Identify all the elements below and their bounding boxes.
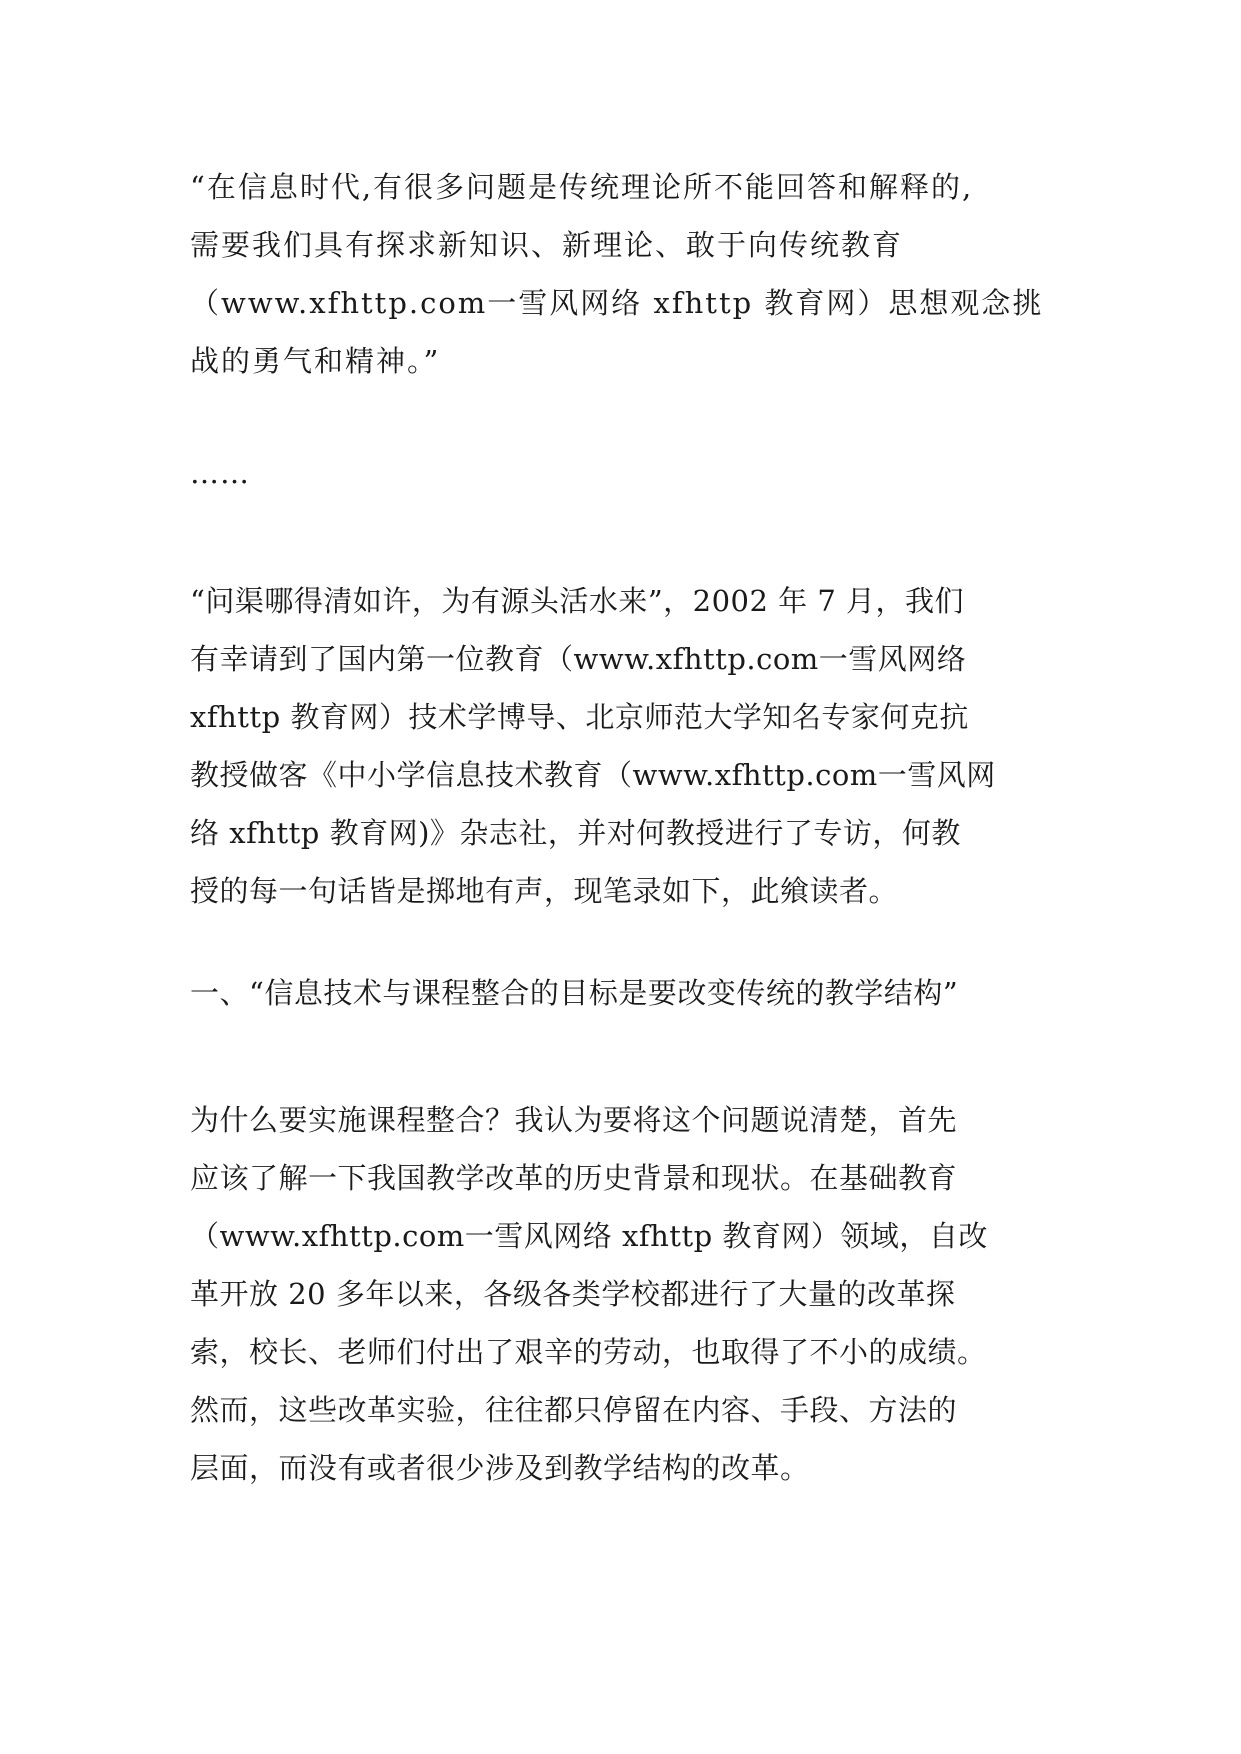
text-line: （www.xfhttp.com一雪风网络 xfhttp 教育网）思想观念挑 [190, 286, 1044, 320]
text-line: 教授做客《中小学信息技术教育（www.xfhttp.com一雪风网 [190, 758, 996, 792]
text-line: xfhttp 教育网）技术学博导、北京师范大学知名专家何克抗 [190, 700, 969, 734]
text-line: 应该了解一下我国教学改革的历史背景和现状。在基础教育 [190, 1161, 958, 1195]
ellipsis-paragraph [190, 444, 1050, 502]
text-line: （www.xfhttp.com一雪风网络 xfhttp 教育网）领域，自改 [190, 1219, 988, 1253]
quote-paragraph [190, 158, 1050, 390]
section-heading [190, 964, 1050, 1022]
body-paragraph [190, 1091, 1050, 1497]
text-line: 层面，而没有或者很少涉及到教学结构的改革。 [190, 1451, 810, 1485]
text-line: 络 xfhttp 教育网)》杂志社，并对何教授进行了专访，何教 [190, 816, 961, 850]
ellipsis: …… [190, 456, 250, 490]
heading-text: 一、“信息技术与课程整合的目标是要改变传统的教学结构” [190, 976, 959, 1010]
text-line: “在信息时代,有很多问题是传统理论所不能回答和解释的, [190, 170, 974, 204]
text-line: 战的勇气和精神。” [190, 344, 441, 378]
text-line: 需要我们具有探求新知识、新理论、敢于向传统教育 [190, 228, 904, 262]
text-line: 授的每一句话皆是掷地有声，现笔录如下，此飨读者。 [190, 874, 899, 908]
text-line: 为什么要实施课程整合？我认为要将这个问题说清楚，首先 [190, 1103, 958, 1137]
text-line: 然而，这些改革实验，往往都只停留在内容、手段、方法的 [190, 1393, 958, 1427]
text-line: “问渠哪得清如许，为有源头活水来”，2002 年 7 月，我们 [190, 584, 965, 618]
text-line: 有幸请到了国内第一位教育（www.xfhttp.com一雪风网络 [190, 642, 967, 676]
intro-paragraph [190, 572, 1050, 920]
text-line: 索，校长、老师们付出了艰辛的劳动，也取得了不小的成绩。 [190, 1335, 987, 1369]
text-line: 革开放 20 多年以来，各级各类学校都进行了大量的改革探 [190, 1277, 956, 1311]
